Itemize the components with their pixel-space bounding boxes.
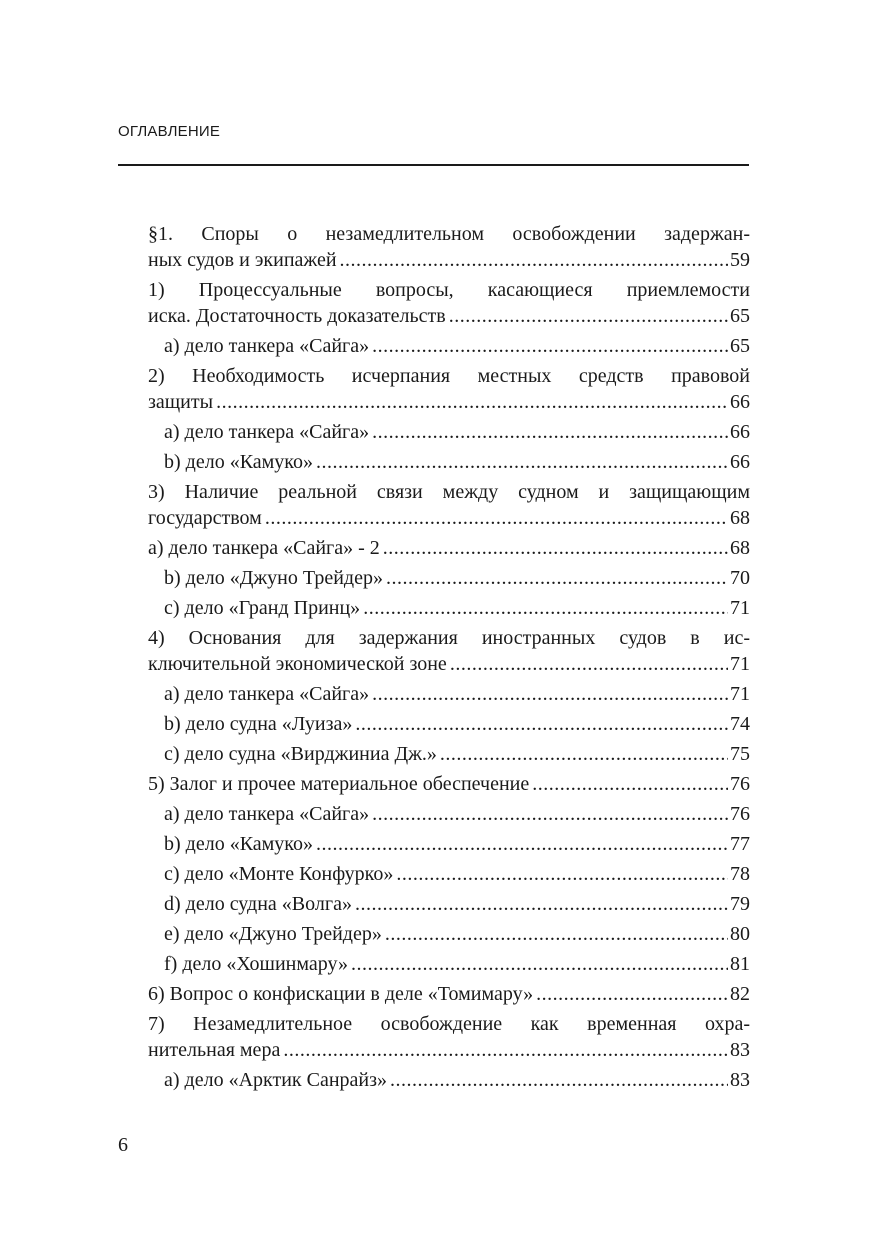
dot-leader (355, 891, 728, 917)
toc-entry[interactable] (148, 981, 750, 1007)
toc-entry-leader-line (164, 741, 750, 767)
toc-entry-leader-line (148, 535, 750, 561)
dot-leader (363, 595, 728, 621)
toc-entry[interactable] (148, 1011, 750, 1063)
toc-entry-page: 66 (730, 421, 750, 443)
toc-entry[interactable] (148, 419, 750, 445)
toc-entry-title: ключительной экономической зоне (148, 653, 447, 675)
toc-entry-page: 75 (730, 743, 750, 765)
toc-entry-leader-line (164, 801, 750, 827)
toc-entry-leader-line (164, 681, 750, 707)
toc-entry-leader-line (164, 1067, 750, 1093)
toc-entry-page: 80 (730, 923, 750, 945)
header-rule (118, 164, 749, 166)
toc-entry-page: 65 (730, 335, 750, 357)
toc-entry-title: b) дело «Камуко» (164, 833, 314, 855)
toc-entry[interactable] (148, 479, 750, 531)
toc-entry-leader-line (164, 333, 750, 359)
toc-entry-leader-line (164, 711, 750, 737)
dot-leader (265, 505, 728, 531)
toc-entry[interactable] (148, 565, 750, 591)
toc-entry[interactable] (148, 1067, 750, 1093)
toc-entry-title-line: 7) Незамедлительное освобождение как временная охра- (148, 1013, 750, 1035)
dot-leader (372, 681, 728, 707)
toc-entry[interactable] (148, 595, 750, 621)
toc-entry-leader-line (148, 981, 750, 1007)
toc-entry-page: 76 (730, 803, 750, 825)
toc-entry[interactable] (148, 771, 750, 797)
toc-entry-page: 66 (730, 391, 750, 413)
toc-entry-leader-line (164, 831, 750, 857)
dot-leader (440, 741, 728, 767)
page-number: 6 (118, 1134, 128, 1156)
toc-entry[interactable] (148, 449, 750, 475)
dot-leader (216, 389, 728, 415)
toc-entry[interactable] (148, 221, 750, 273)
toc-entry-title: государством (148, 507, 262, 529)
toc-entry-page: 66 (730, 451, 750, 473)
toc-entry-title: a) дело танкера «Сайга» (164, 683, 370, 705)
toc-entry-page: 79 (730, 893, 750, 915)
toc-entry-title: f) дело «Хошинмару» (164, 953, 348, 975)
toc-entry-title-line: 4) Основания для задержания иностранных судов в ис- (148, 627, 750, 649)
toc-entry-leader-line (148, 771, 750, 797)
toc-entry-page: 71 (730, 683, 750, 705)
toc-entry-leader-line (148, 389, 750, 415)
dot-leader (340, 247, 728, 273)
dot-leader (449, 303, 728, 329)
toc-entry-leader-line (164, 891, 750, 917)
toc-entry-leader-line (164, 419, 750, 445)
toc-entry-title: a) дело танкера «Сайга» (164, 803, 370, 825)
dot-leader (390, 1067, 728, 1093)
toc-entry-leader-line (148, 651, 750, 677)
toc-entry-title: a) дело танкера «Сайга» (164, 421, 370, 443)
toc-entry-title: a) дело танкера «Сайга» - 2 (148, 537, 380, 559)
toc-entry-title-line: 3) Наличие реальной связи между судном и защищающим (148, 481, 750, 503)
toc-entry-title: 5) Залог и прочее материальное обеспечение (148, 773, 530, 795)
toc-entry-leader-line (148, 303, 750, 329)
toc-entry[interactable] (148, 741, 750, 767)
toc-entry-leader-line (148, 505, 750, 531)
toc-entry-page: 76 (730, 773, 750, 795)
toc-entry-page: 78 (730, 863, 750, 885)
toc-entry-leader-line (164, 595, 750, 621)
toc-entry-title: c) дело судна «Вирджиниа Дж.» (164, 743, 437, 765)
toc-entry-title: защиты (148, 391, 214, 413)
toc-entry-title-line: 1) Процессуальные вопросы, касающиеся приемлемости (148, 279, 750, 301)
dot-leader (372, 419, 728, 445)
toc-entry-title: b) дело «Камуко» (164, 451, 314, 473)
dot-leader (351, 951, 728, 977)
toc-entry[interactable] (148, 831, 750, 857)
toc-entry-page: 81 (730, 953, 750, 975)
toc-entry-page: 59 (730, 249, 750, 271)
toc-entry-page: 70 (730, 567, 750, 589)
toc-entry-leader-line (164, 565, 750, 591)
toc-entry-title: d) дело судна «Волга» (164, 893, 352, 915)
toc-entry-page: 77 (730, 833, 750, 855)
toc-entry-title: нительная мера (148, 1039, 281, 1061)
toc-entry[interactable] (148, 711, 750, 737)
toc-entry-title: иска. Достаточность доказательств (148, 305, 446, 327)
toc-entry[interactable] (148, 681, 750, 707)
toc-entry[interactable] (148, 333, 750, 359)
toc-entry[interactable] (148, 277, 750, 329)
dot-leader (283, 1037, 728, 1063)
running-header: ОГЛАВЛЕНИЕ (118, 123, 221, 140)
toc-entry-page: 74 (730, 713, 750, 735)
dot-leader (355, 711, 728, 737)
toc-entry-leader-line (164, 921, 750, 947)
dot-leader (372, 801, 728, 827)
toc-entry-leader-line (148, 247, 750, 273)
dot-leader (536, 981, 728, 1007)
toc-entry[interactable] (148, 951, 750, 977)
toc-entry-title: b) дело судна «Луиза» (164, 713, 353, 735)
toc-entry[interactable] (148, 891, 750, 917)
toc-entry-title: c) дело «Гранд Принц» (164, 597, 361, 619)
toc-entry-title: a) дело «Арктик Санрайз» (164, 1069, 388, 1091)
dot-leader (396, 861, 728, 887)
toc-entry-title-line: 2) Необходимость исчерпания местных средств правовой (148, 365, 750, 387)
toc-entry-page: 68 (730, 507, 750, 529)
toc-entry-title: e) дело «Джуно Трейдер» (164, 923, 382, 945)
dot-leader (383, 535, 728, 561)
toc-entry-page: 82 (730, 983, 750, 1005)
toc-entry-page: 68 (730, 537, 750, 559)
toc-entry-title: c) дело «Монте Конфурко» (164, 863, 394, 885)
dot-leader (450, 651, 728, 677)
toc-entry-title: ных судов и экипажей (148, 249, 337, 271)
dot-leader (372, 333, 728, 359)
table-of-contents (148, 221, 750, 1097)
toc-entry-page: 83 (730, 1039, 750, 1061)
toc-entry-page: 65 (730, 305, 750, 327)
toc-entry-title: a) дело танкера «Сайга» (164, 335, 370, 357)
toc-entry[interactable] (148, 801, 750, 827)
toc-entry[interactable] (148, 625, 750, 677)
toc-entry[interactable] (148, 921, 750, 947)
dot-leader (532, 771, 728, 797)
dot-leader (316, 831, 728, 857)
toc-entry-title: 6) Вопрос о конфискации в деле «Томимару» (148, 983, 534, 1005)
toc-entry-page: 71 (730, 653, 750, 675)
dot-leader (385, 921, 728, 947)
toc-entry-page: 71 (730, 597, 750, 619)
toc-entry-title: b) дело «Джуно Трейдер» (164, 567, 383, 589)
toc-entry-title-line: §1. Споры о незамедлительном освобождении задержан- (148, 223, 750, 245)
toc-entry[interactable] (148, 861, 750, 887)
toc-entry-page: 83 (730, 1069, 750, 1091)
dot-leader (386, 565, 728, 591)
toc-entry-leader-line (164, 951, 750, 977)
toc-entry[interactable] (148, 535, 750, 561)
toc-entry-leader-line (164, 861, 750, 887)
toc-entry-leader-line (148, 1037, 750, 1063)
dot-leader (316, 449, 728, 475)
toc-entry-leader-line (164, 449, 750, 475)
toc-entry[interactable] (148, 363, 750, 415)
